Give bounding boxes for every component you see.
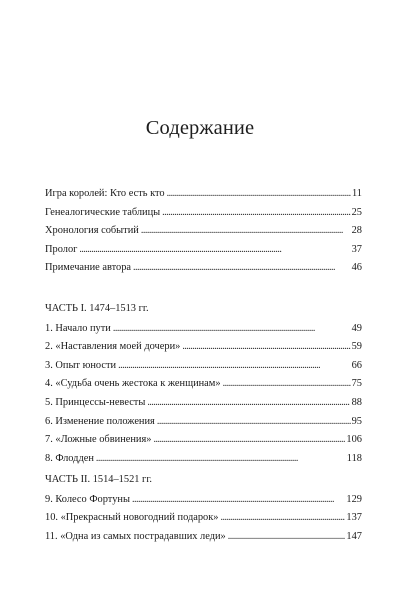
toc-entry <box>45 241 362 260</box>
dot-leader <box>141 222 351 241</box>
dot-leader <box>132 491 345 510</box>
dot-leader <box>157 413 351 432</box>
toc-entry-page: 11 <box>351 188 362 199</box>
toc-entry <box>45 338 362 357</box>
toc-entry <box>45 375 362 394</box>
toc-entry-label: Игра королей: Кто есть кто <box>45 188 165 199</box>
toc-entry-page: 28 <box>351 225 362 237</box>
part-one-section <box>45 300 362 468</box>
toc-entry-label: Хронология событий <box>45 225 139 237</box>
toc-entry-page: 137 <box>346 512 362 524</box>
toc-entry-page: 95 <box>351 415 362 427</box>
toc-entry-label: Примечание автора <box>45 262 132 274</box>
toc-entry <box>45 204 362 223</box>
dot-leader <box>162 204 350 223</box>
toc-entry-page: 129 <box>346 493 362 505</box>
part-heading: ЧАСТЬ II. 1514–1521 гг. <box>45 474 152 485</box>
toc-entry <box>45 222 362 241</box>
dot-leader <box>147 394 350 413</box>
toc-entry-label: 11. «Одна из самых пострадавших леди» <box>45 530 226 542</box>
page-title: Содержание <box>145 117 255 139</box>
dot-leader <box>223 375 351 394</box>
part-two-section <box>45 471 362 546</box>
toc-entry-label: 1. Начало пути <box>45 322 111 334</box>
dot-leader <box>118 357 351 376</box>
toc-entry <box>45 509 362 528</box>
toc-entry-page: 37 <box>351 243 362 255</box>
toc-entry <box>45 185 362 204</box>
toc-entry <box>45 357 362 376</box>
toc-entry-page: 46 <box>351 262 362 274</box>
part-heading: ЧАСТЬ I. 1474–1513 гг. <box>45 303 149 314</box>
toc-entry-page: 25 <box>351 206 362 218</box>
toc-entry-label: Генеалогические таблицы <box>45 206 161 218</box>
dot-leader <box>153 431 345 450</box>
dot-leader <box>228 528 346 547</box>
toc-entry-page: 118 <box>346 452 362 464</box>
toc-entry <box>45 394 362 413</box>
toc-entry-label: 9. Колесо Фортуны <box>45 493 130 505</box>
toc-entry-label: 3. Опыт юности <box>45 359 117 371</box>
toc-entry-label: 4. «Судьба очень жестока к женщинам» <box>45 378 221 390</box>
toc-entry <box>45 413 362 432</box>
toc-entry-page: 66 <box>351 359 362 371</box>
toc-entry-page: 75 <box>351 378 362 390</box>
toc-entry-label: 7. «Ложные обвинения» <box>45 434 152 446</box>
dot-leader <box>113 320 351 339</box>
toc-entry-page: 147 <box>346 530 362 542</box>
toc-entry-label: 2. «Наставления моей дочери» <box>45 341 181 353</box>
toc-entry-page: 88 <box>351 396 362 408</box>
toc-entry <box>45 431 362 450</box>
dot-leader <box>96 450 346 469</box>
dot-leader <box>79 241 350 260</box>
toc-entry-label: 8. Флодден <box>45 452 94 464</box>
dot-leader <box>167 185 351 204</box>
toc-entry-label: Пролог <box>45 243 78 255</box>
toc-entry-page: 106 <box>346 434 362 446</box>
toc-entry <box>45 450 362 469</box>
toc-entry <box>45 320 362 339</box>
toc-entry-label: 5. Принцессы-невесты <box>45 396 146 408</box>
dot-leader <box>182 338 350 357</box>
dot-leader <box>221 509 346 528</box>
dot-leader <box>133 259 351 278</box>
toc-entry-page: 59 <box>351 341 362 353</box>
toc-entry <box>45 491 362 510</box>
toc-entry <box>45 259 362 278</box>
toc-entry <box>45 528 362 547</box>
front-matter-list <box>45 185 362 278</box>
toc-entry-page: 49 <box>351 322 362 334</box>
toc-entry-label: 6. Изменение положения <box>45 415 155 427</box>
toc-entry-label: 10. «Прекрасный новогодний подарок» <box>45 512 219 524</box>
